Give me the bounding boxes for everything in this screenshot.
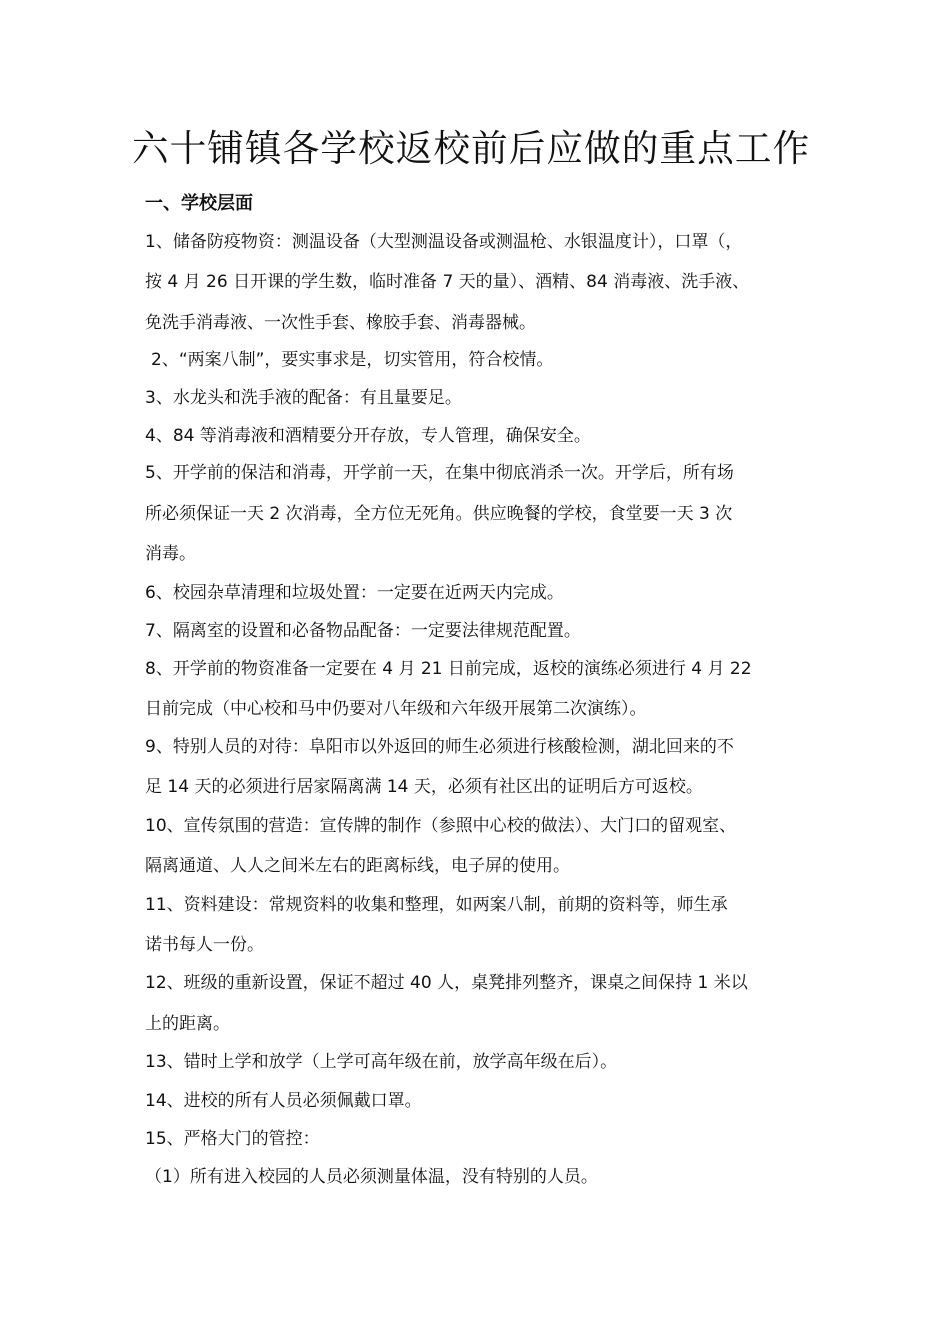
paragraph-line-10: 6、校园杂草清理和垃圾处置：一定要在近两天内完成。	[145, 583, 564, 603]
paragraph-line-3: 免洗手消毒液、一次性手套、橡胶手套、消毒器械。	[145, 313, 536, 333]
paragraph-line-5: 3、水龙头和洗手液的配备：有且量要足。	[145, 388, 462, 408]
paragraph-line-23: 14、进校的所有人员必须佩戴口罩。	[145, 1091, 422, 1111]
paragraph-line-1: 1、储备防疫物资：测温设备（大型测温设备或测温枪、水银温度计），口罩（，	[145, 232, 743, 252]
paragraph-line-22: 13、错时上学和放学（上学可高年级在前，放学高年级在后）。	[145, 1052, 618, 1072]
paragraph-line-8: 所必须保证一天 2 次消毒，全方位无死角。供应晚餐的学校，食堂要一天 3 次	[145, 504, 733, 524]
paragraph-line-12: 8、开学前的物资准备一定要在 4 月 21 日前完成，返校的演练必须进行 4 月 22	[145, 659, 752, 679]
paragraph-line-25: （1）所有进入校园的人员必须测量体温，没有特别的人员。	[145, 1167, 598, 1187]
paragraph-line-6: 4、84 等消毒液和酒精要分开存放，专人管理，确保安全。	[145, 426, 591, 446]
paragraph-line-7: 5、开学前的保洁和消毒，开学前一天，在集中彻底消杀一次。开学后，所有场	[145, 463, 734, 483]
paragraph-line-9: 消毒。	[145, 544, 196, 564]
paragraph-line-20: 12、班级的重新设置，保证不超过 40 人，桌凳排列整齐，课桌之间保持 1 米以	[145, 973, 748, 993]
paragraph-line-16: 10、宣传氛围的营造：宣传牌的制作（参照中心校的做法）、大门口的留观室、	[145, 816, 737, 836]
paragraph-line-21: 上的距离。	[145, 1014, 230, 1034]
paragraph-line-11: 7、隔离室的设置和必备物品配备：一定要法律规范配置。	[145, 621, 581, 641]
paragraph-line-4: 2、“两案八制”，要实事求是，切实管用，符合校情。	[151, 350, 554, 370]
section-heading: 一、学校层面	[145, 193, 253, 214]
paragraph-line-19: 诺书每人一份。	[145, 935, 264, 955]
paragraph-line-13: 日前完成（中心校和马中仍要对八年级和六年级开展第二次演练）。	[145, 699, 647, 719]
paragraph-line-2: 按 4 月 26 日开课的学生数，临时准备 7 天的量）、酒精、84 消毒液、洗手液、	[145, 272, 750, 292]
paragraph-line-18: 11、资料建设：常规资料的收集和整理，如两案八制，前期的资料等，师生承	[145, 895, 728, 915]
paragraph-line-15: 足 14 天的必须进行居家隔离满 14 天，必须有社区出的证明后方可返校。	[145, 777, 703, 797]
paragraph-line-24: 15、严格大门的管控：	[145, 1129, 320, 1149]
document-title: 六十铺镇各学校返校前后应做的重点工作	[131, 127, 811, 170]
paragraph-line-17: 隔离通道、人人之间米左右的距离标线，电子屏的使用。	[145, 856, 570, 876]
paragraph-line-14: 9、特别人员的对待：阜阳市以外返回的师生必须进行核酸检测，湖北回来的不	[145, 737, 734, 757]
